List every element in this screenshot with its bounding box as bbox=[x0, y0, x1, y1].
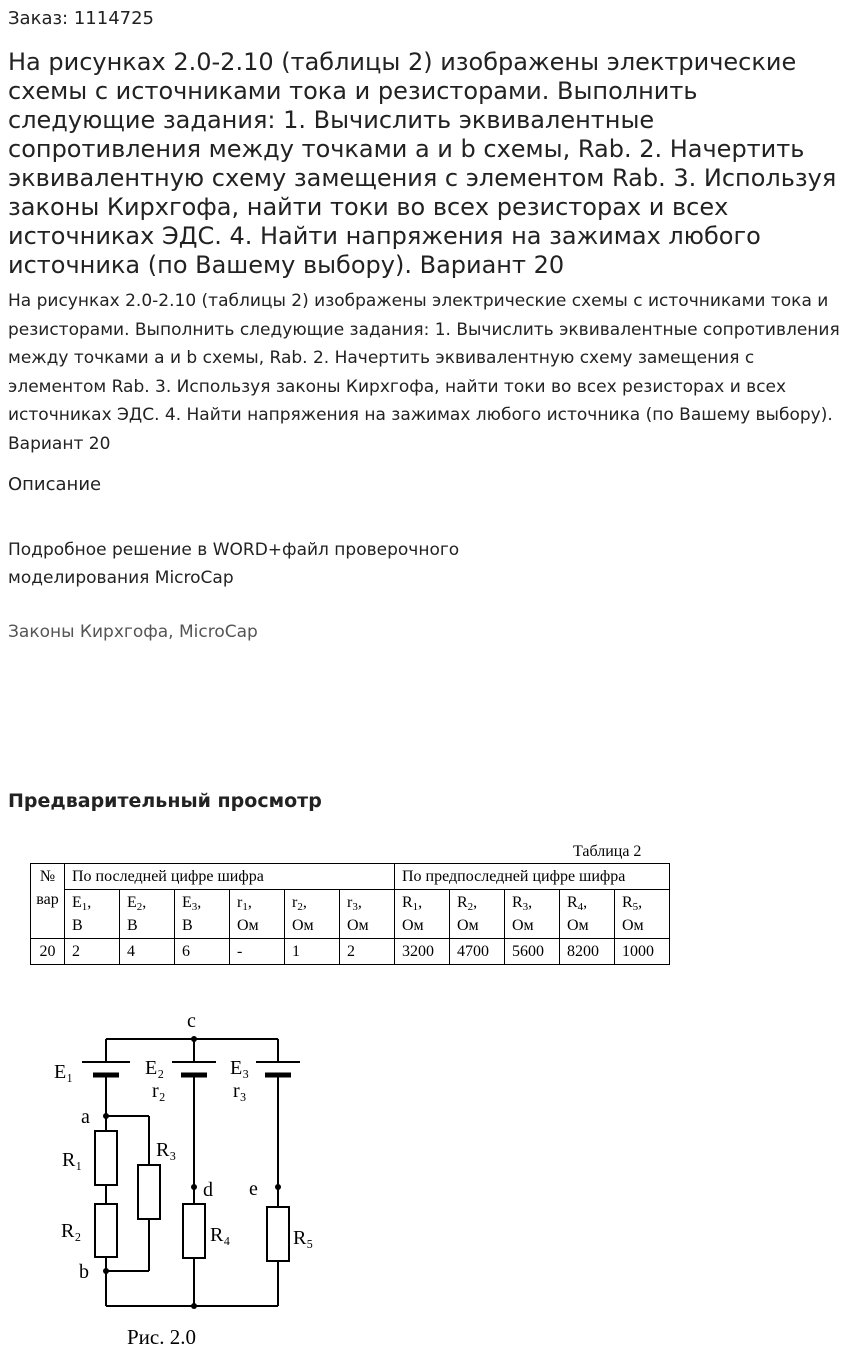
num-sign: № bbox=[39, 868, 56, 885]
node-bottom-dot bbox=[191, 1303, 197, 1309]
table-cell: 3200 bbox=[395, 939, 450, 965]
node-b-dot bbox=[103, 1268, 109, 1274]
var-label: вар bbox=[36, 891, 59, 908]
description-text: Подробное решение в WORD+файл проверочного моделирования MicroCap bbox=[8, 540, 460, 588]
header-unit: Ом bbox=[292, 917, 314, 934]
label-node-e: e bbox=[249, 1178, 258, 1200]
node-c-dot bbox=[191, 1036, 197, 1042]
table-header-cell: $r_2$, Ом bbox=[285, 890, 340, 939]
table-group-last: По последней цифре шифра bbox=[65, 864, 395, 890]
label-node-a: a bbox=[81, 1106, 90, 1128]
resistor-r1 bbox=[95, 1131, 117, 1185]
header-subscript: 2 bbox=[467, 901, 474, 913]
header-unit: В bbox=[127, 917, 138, 934]
header-symbol: E bbox=[127, 894, 137, 911]
table-header-cell: $R_5$, Ом bbox=[615, 890, 670, 939]
table-header-cell: $E_3$, В bbox=[175, 890, 230, 939]
order-number: 1114725 bbox=[73, 8, 155, 29]
header-symbol: R bbox=[457, 894, 468, 911]
header-symbol: R bbox=[622, 894, 633, 911]
circuit-diagram bbox=[40, 1005, 340, 1355]
label-r4: R₄ bbox=[210, 1224, 231, 1246]
header-subscript: 3 bbox=[191, 901, 198, 913]
tags-line: Законы Кирхгофа, MicroCap bbox=[8, 622, 258, 642]
resistor-r5 bbox=[267, 1207, 289, 1261]
table-cell: 4 bbox=[120, 939, 175, 965]
label-e2: E₂ bbox=[145, 1057, 165, 1079]
table-header-cell: $r_1$, Ом bbox=[230, 890, 285, 939]
table-header-number bbox=[31, 864, 65, 939]
resistor-r4 bbox=[183, 1204, 205, 1258]
header-unit: В bbox=[72, 917, 83, 934]
header-subscript: 4 bbox=[577, 901, 584, 913]
table-header-cell: $E_2$, В bbox=[120, 890, 175, 939]
header-unit: Ом bbox=[347, 917, 369, 934]
table-cell: 8200 bbox=[560, 939, 615, 965]
label-node-b: b bbox=[79, 1261, 89, 1283]
header-subscript: 1 bbox=[81, 901, 88, 913]
table-cell: 2 bbox=[340, 939, 395, 965]
description-heading: Описание bbox=[8, 474, 102, 495]
header-unit: В bbox=[182, 917, 193, 934]
table-cell: 4700 bbox=[450, 939, 505, 965]
label-r3-internal: r₃ bbox=[233, 1080, 247, 1102]
order-label: Заказ: bbox=[8, 8, 69, 29]
table-row bbox=[31, 939, 670, 965]
resistor-r2 bbox=[95, 1204, 117, 1257]
label-e3: E₃ bbox=[230, 1057, 250, 1079]
resistors bbox=[95, 1131, 289, 1261]
table-row bbox=[31, 864, 670, 890]
page-title: На рисунках 2.0-2.10 (таблицы 2) изображены электрические схемы с источниками тока и резисторами. Выполнить следующие задания: 1. Вычислить эквивалентные сопротивления между точками a и b схемы, Rab. 2. Начертить эквивалентную схему замещения с элементом Rab. 3. Используя законы Кирхгофа, найти токи во всех резисторах и всех источниках ЭДС. 4. Найти напряжения на зажимах любого источника (по Вашему выбору). Вариант 20 bbox=[8, 48, 837, 279]
header-subscript: 1 bbox=[412, 901, 419, 913]
table-header-cell: $R_1$, Ом bbox=[395, 890, 450, 939]
label-r1: R₁ bbox=[62, 1149, 83, 1171]
table-row bbox=[31, 890, 670, 939]
table-caption: Таблица 2 bbox=[573, 843, 642, 860]
table-cell: 5600 bbox=[505, 939, 560, 965]
header-subscript: 2 bbox=[136, 901, 143, 913]
table-header-cell: $R_2$, Ом bbox=[450, 890, 505, 939]
table-cell: 6 bbox=[175, 939, 230, 965]
node-a-dot bbox=[103, 1113, 109, 1119]
label-node-c: c bbox=[187, 1010, 196, 1032]
variant-table bbox=[30, 863, 670, 965]
order-line bbox=[8, 8, 154, 29]
table-cell: 1 bbox=[285, 939, 340, 965]
header-subscript: 2 bbox=[297, 901, 303, 913]
header-subscript: 3 bbox=[352, 901, 358, 913]
label-node-d: d bbox=[203, 1179, 213, 1201]
header-unit: Ом bbox=[512, 917, 534, 934]
table-cell: 1000 bbox=[615, 939, 670, 965]
task-text: На рисунках 2.0-2.10 (таблицы 2) изображены электрические схемы с источниками тока и резисторами. Выполнить следующие задания: 1. Вычислить эквивалентные сопротивления между точками a и b схемы, Rab. 2. Начертить эквивалентную схему замещения с элементом Rab. 3. Используя законы Кирхгофа, найти токи во всех резисторах и всех источниках ЭДС. 4. Найти напряжения на зажимах любого источника (по Вашему выбору). Вариант 20 bbox=[8, 291, 840, 454]
header-symbol: E bbox=[72, 894, 82, 911]
node-d-dot bbox=[191, 1184, 197, 1190]
header-unit: Ом bbox=[457, 917, 479, 934]
table-header-cell: $R_3$, Ом bbox=[505, 890, 560, 939]
header-unit: Ом bbox=[567, 917, 589, 934]
header-symbol: r bbox=[292, 894, 298, 911]
figure-caption: Рис. 2.0 bbox=[127, 1325, 196, 1349]
header-symbol: R bbox=[567, 894, 578, 911]
table-header-cell: $R_4$, Ом bbox=[560, 890, 615, 939]
header-symbol: E bbox=[182, 894, 192, 911]
node-e-dot bbox=[275, 1184, 281, 1190]
table-cell-variant: 20 bbox=[31, 939, 65, 965]
header-unit: Ом bbox=[402, 917, 424, 934]
table-cell: - bbox=[230, 939, 285, 965]
label-r5: R₅ bbox=[293, 1227, 314, 1249]
label-r2: R₂ bbox=[61, 1220, 82, 1242]
header-unit: Ом bbox=[622, 917, 644, 934]
table-group-prelast: По предпоследней цифре шифра bbox=[395, 864, 670, 890]
header-subscript: 5 bbox=[632, 901, 639, 913]
header-subscript: 3 bbox=[522, 901, 529, 913]
header-symbol: r bbox=[237, 894, 243, 911]
header-symbol: R bbox=[402, 894, 413, 911]
resistor-r3 bbox=[138, 1165, 160, 1219]
label-r2-internal: r₂ bbox=[152, 1080, 166, 1102]
header-symbol: r bbox=[347, 894, 353, 911]
preview-heading: Предварительный просмотр bbox=[8, 790, 322, 812]
label-r3: R₃ bbox=[156, 1139, 177, 1161]
table-cell: 2 bbox=[65, 939, 120, 965]
table-header-cell: $r_3$, Ом bbox=[340, 890, 395, 939]
header-symbol: R bbox=[512, 894, 523, 911]
table-header-cell: $E_1$, В bbox=[65, 890, 120, 939]
label-e1: E₁ bbox=[54, 1061, 74, 1083]
header-unit: Ом bbox=[237, 917, 259, 934]
header-subscript: 1 bbox=[242, 901, 248, 913]
